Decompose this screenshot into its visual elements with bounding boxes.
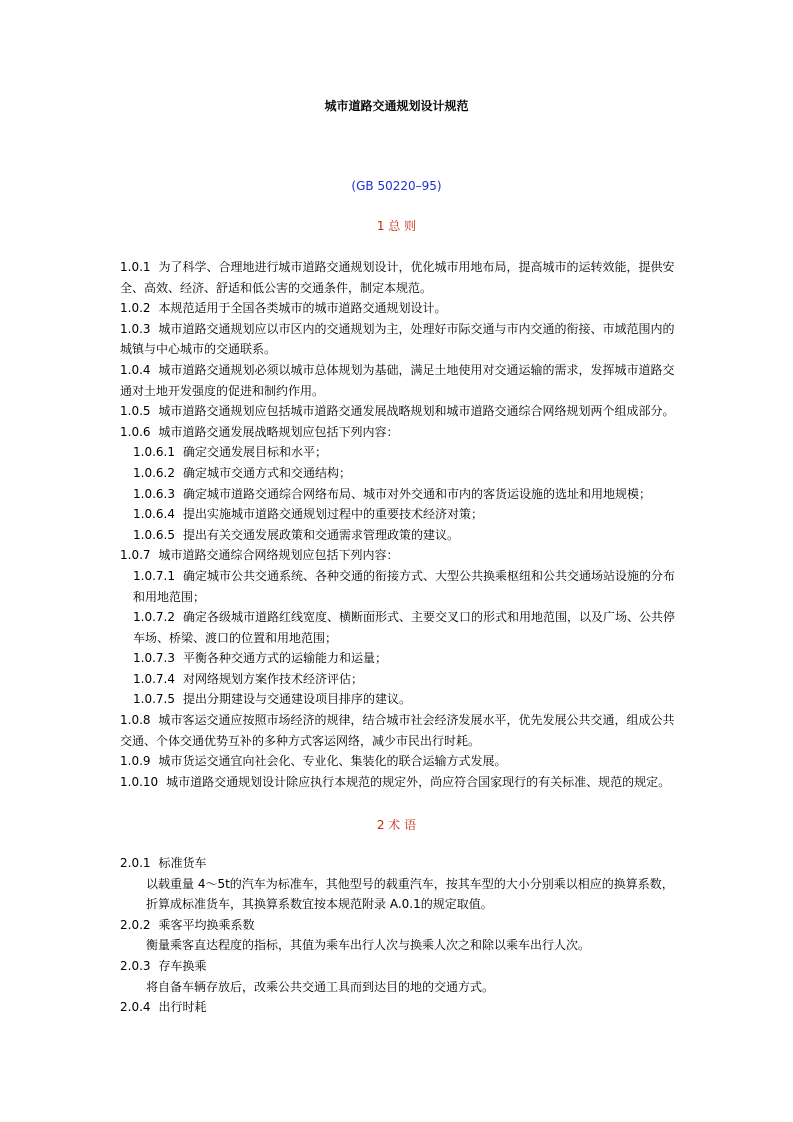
chapter-2-body xyxy=(120,853,676,1018)
clause-number: 2.0.2 xyxy=(120,917,151,932)
clause-paragraph xyxy=(120,977,676,998)
clause-number: 1.0.7.2 xyxy=(133,610,175,625)
clause-paragraph xyxy=(120,935,676,956)
clause-number: 1.0.7.4 xyxy=(133,671,175,686)
clause-text: 将自备车辆存放后，改乘公共交通工具而到达目的地的交通方式。 xyxy=(146,979,495,994)
clause-paragraph xyxy=(120,257,676,298)
clause-number: 1.0.7 xyxy=(120,548,151,563)
clause-text: 提出分期建设与交通建设项目排序的建议。 xyxy=(182,692,411,707)
clause-paragraph xyxy=(120,525,676,546)
clause-text: 以载重量 4～5t的汽车为标准车，其他型号的载重汽车，按其车型的大小分别乘以相应的换算系数，折算成标准货车，其换算系数宜按本规范附录 A.0.1的规定取值。 xyxy=(146,876,674,912)
clause-text: 城市道路交通规划设计除应执行本规范的规定外，尚应符合国家现行的有关标准、规范的规定。 xyxy=(166,774,671,789)
clause-text: 确定交通发展目标和水平； xyxy=(182,445,327,460)
clause-paragraph xyxy=(120,319,676,360)
clause-text: 乘客平均换乘系数 xyxy=(158,917,255,932)
clause-number: 1.0.4 xyxy=(120,362,151,377)
clause-number: 1.0.7.1 xyxy=(133,568,175,583)
clause-text: 确定城市道路交通综合网络布局、城市对外交通和市内的客货运设施的选址和用地规模； xyxy=(182,486,651,501)
clause-paragraph xyxy=(120,504,676,525)
clause-number: 1.0.1 xyxy=(120,260,151,274)
clause-text: 城市客运交通应按照市场经济的规律，结合城市社会经济发展水平，优先发展公共交通，组成公共交通、个体交通优势互补的多种方式客运网络，减少市民出行时耗。 xyxy=(120,713,675,748)
clause-number: 1.0.7.3 xyxy=(133,651,175,666)
clause-text: 确定城市交通方式和交通结构； xyxy=(182,465,351,480)
chapter-1-body xyxy=(120,257,676,792)
clause-paragraph xyxy=(120,401,676,422)
clause-number: 1.0.6 xyxy=(120,424,151,439)
clause-text: 城市道路交通规划必须以城市总体规划为基础，满足土地使用对交通运输的需求，发挥城市道路交通对土地开发强度的促进和制约作用。 xyxy=(120,362,675,398)
clause-paragraph xyxy=(120,853,676,874)
clause-number: 2.0.3 xyxy=(120,958,151,973)
clause-text: 城市道路交通综合网络规划应包括下列内容： xyxy=(158,548,399,563)
document-title: 城市道路交通规划设计规范 xyxy=(324,99,469,113)
clause-text: 城市道路交通规划应包括城市道路交通发展战略规划和城市道路交通综合网络规划两个组成部分。 xyxy=(158,404,675,419)
clause-paragraph xyxy=(120,360,676,401)
clause-text: 本规范适用于全国各类城市的城市道路交通规划设计。 xyxy=(158,301,447,316)
clause-paragraph xyxy=(120,463,676,484)
clause-number: 1.0.7.5 xyxy=(133,692,175,707)
clause-text: 标准货车 xyxy=(158,856,207,870)
clause-number: 1.0.6.4 xyxy=(133,507,175,522)
clause-number: 1.0.6.2 xyxy=(133,465,175,480)
clause-number: 2.0.1 xyxy=(120,856,151,870)
clause-paragraph xyxy=(120,545,676,566)
clause-text: 出行时耗 xyxy=(158,1000,207,1015)
standard-code: (GB 50220–95) xyxy=(351,179,442,193)
clause-paragraph xyxy=(120,422,676,443)
clause-number: 1.0.9 xyxy=(120,754,151,769)
clause-text: 为了科学、合理地进行城市道路交通规划设计，优化城市用地布局，提高城市的运转效能，提供安全、高效、经济、舒适和低公害的交通条件，制定本规范。 xyxy=(120,260,675,295)
clause-number: 1.0.10 xyxy=(120,774,159,789)
clause-paragraph xyxy=(120,751,676,772)
clause-text: 城市道路交通规划应以市区内的交通规划为主，处理好市际交通与市内交通的衔接、市域范围内的城镇与中心城市的交通联系。 xyxy=(120,321,675,357)
chapter-heading-2: 2 术 语 xyxy=(376,818,417,832)
clause-text: 城市货运交通宜向社会化、专业化、集装化的联合运输方式发展。 xyxy=(158,754,507,769)
clause-number: 1.0.5 xyxy=(120,404,151,419)
clause-text: 提出实施城市道路交通规划过程中的重要技术经济对策； xyxy=(182,507,483,522)
clause-paragraph xyxy=(120,669,676,690)
clause-paragraph xyxy=(120,874,676,915)
clause-paragraph xyxy=(120,956,676,977)
clause-number: 1.0.6.5 xyxy=(133,527,175,542)
clause-paragraph xyxy=(120,298,676,319)
clause-text: 提出有关交通发展政策和交通需求管理政策的建议。 xyxy=(182,527,459,542)
clause-paragraph xyxy=(120,442,676,463)
clause-paragraph xyxy=(120,484,676,505)
clause-text: 确定城市公共交通系统、各种交通的衔接方式、大型公共换乘枢纽和公共交通场站设施的分布和用地范围； xyxy=(133,568,675,604)
clause-paragraph xyxy=(120,710,676,751)
clause-paragraph xyxy=(120,648,676,669)
clause-text: 衡量乘客直达程度的指标，其值为乘车出行人次与换乘人次之和除以乘车出行人次。 xyxy=(146,938,591,953)
clause-text: 城市道路交通发展战略规划应包括下列内容： xyxy=(158,424,399,439)
clause-paragraph xyxy=(120,997,676,1018)
clause-paragraph xyxy=(120,689,676,710)
clause-number: 1.0.6.3 xyxy=(133,486,175,501)
clause-number: 1.0.3 xyxy=(120,321,151,336)
clause-text: 平衡各种交通方式的运输能力和运量； xyxy=(182,651,387,666)
clause-paragraph xyxy=(120,607,676,648)
clause-text: 对网络规划方案作技术经济评估； xyxy=(182,671,363,686)
clause-text: 存车换乘 xyxy=(158,958,207,973)
clause-paragraph xyxy=(120,915,676,936)
clause-number: 1.0.8 xyxy=(120,713,151,728)
clause-text: 确定各级城市道路红线宽度、横断面形式、主要交叉口的形式和用地范围，以及广场、公共停车场、桥梁、渡口的位置和用地范围； xyxy=(133,610,675,645)
clause-paragraph xyxy=(120,566,676,607)
clause-number: 2.0.4 xyxy=(120,1000,151,1015)
chapter-heading-1: 1 总 则 xyxy=(376,219,417,233)
clause-number: 1.0.2 xyxy=(120,301,151,316)
clause-paragraph xyxy=(120,772,676,793)
clause-number: 1.0.6.1 xyxy=(133,445,175,460)
